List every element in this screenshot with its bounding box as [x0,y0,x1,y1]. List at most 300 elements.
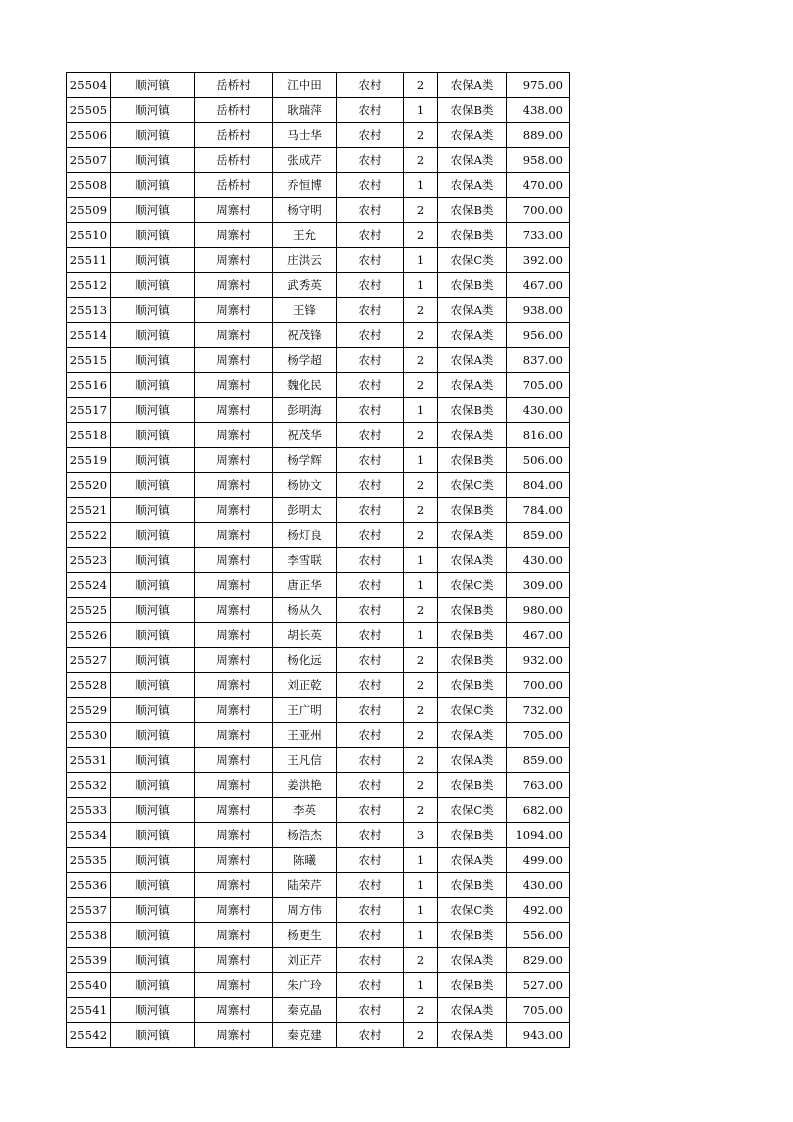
village-cell: 周寨村 [195,298,273,323]
village-cell: 周寨村 [195,798,273,823]
amount-cell: 859.00 [507,523,570,548]
town-cell: 顺河镇 [111,898,195,923]
town-cell: 顺河镇 [111,873,195,898]
insurance-category-cell: 农保C类 [438,798,507,823]
member-count-cell: 1 [404,973,438,998]
record-id-cell: 25504 [67,73,111,98]
member-count-cell: 2 [404,473,438,498]
insurance-category-cell: 农保A类 [438,123,507,148]
record-id-cell: 25523 [67,548,111,573]
household-type-cell: 农村 [337,998,404,1023]
village-cell: 周寨村 [195,373,273,398]
village-cell: 周寨村 [195,823,273,848]
town-cell: 顺河镇 [111,123,195,148]
insurance-category-cell: 农保B类 [438,873,507,898]
table-row [67,123,570,148]
town-cell: 顺河镇 [111,698,195,723]
record-id-cell: 25533 [67,798,111,823]
town-cell: 顺河镇 [111,773,195,798]
record-id-cell: 25515 [67,348,111,373]
record-id-cell: 25542 [67,1023,111,1048]
name-cell: 马士华 [273,123,337,148]
village-cell: 周寨村 [195,898,273,923]
amount-cell: 309.00 [507,573,570,598]
name-cell: 姜洪艳 [273,773,337,798]
member-count-cell: 2 [404,423,438,448]
table-row [67,648,570,673]
town-cell: 顺河镇 [111,948,195,973]
village-cell: 周寨村 [195,723,273,748]
table-row [67,823,570,848]
amount-cell: 506.00 [507,448,570,473]
town-cell: 顺河镇 [111,323,195,348]
village-cell: 周寨村 [195,848,273,873]
member-count-cell: 2 [404,223,438,248]
table-row [67,698,570,723]
record-id-cell: 25538 [67,923,111,948]
member-count-cell: 1 [404,848,438,873]
record-id-cell: 25511 [67,248,111,273]
household-type-cell: 农村 [337,523,404,548]
table-row [67,948,570,973]
member-count-cell: 2 [404,698,438,723]
member-count-cell: 2 [404,748,438,773]
household-type-cell: 农村 [337,798,404,823]
village-cell: 周寨村 [195,223,273,248]
town-cell: 顺河镇 [111,1023,195,1048]
record-id-cell: 25526 [67,623,111,648]
member-count-cell: 2 [404,948,438,973]
record-id-cell: 25520 [67,473,111,498]
insurance-category-cell: 农保A类 [438,948,507,973]
household-type-cell: 农村 [337,773,404,798]
record-id-cell: 25529 [67,698,111,723]
amount-cell: 499.00 [507,848,570,873]
town-cell: 顺河镇 [111,423,195,448]
record-id-cell: 25535 [67,848,111,873]
amount-cell: 859.00 [507,748,570,773]
member-count-cell: 1 [404,273,438,298]
household-type-cell: 农村 [337,423,404,448]
member-count-cell: 2 [404,523,438,548]
town-cell: 顺河镇 [111,973,195,998]
member-count-cell: 2 [404,598,438,623]
village-cell: 周寨村 [195,623,273,648]
record-id-cell: 25505 [67,98,111,123]
insurance-category-cell: 农保B类 [438,673,507,698]
town-cell: 顺河镇 [111,723,195,748]
amount-cell: 958.00 [507,148,570,173]
name-cell: 唐正华 [273,573,337,598]
amount-cell: 837.00 [507,348,570,373]
table-row [67,773,570,798]
name-cell: 祝茂华 [273,423,337,448]
household-type-cell: 农村 [337,873,404,898]
amount-cell: 804.00 [507,473,570,498]
member-count-cell: 2 [404,323,438,348]
insurance-category-cell: 农保B类 [438,648,507,673]
town-cell: 顺河镇 [111,748,195,773]
table-row [67,623,570,648]
member-count-cell: 1 [404,173,438,198]
amount-cell: 1094.00 [507,823,570,848]
town-cell: 顺河镇 [111,448,195,473]
village-cell: 周寨村 [195,448,273,473]
village-cell: 周寨村 [195,773,273,798]
table-row [67,748,570,773]
household-type-cell: 农村 [337,823,404,848]
village-cell: 周寨村 [195,998,273,1023]
record-id-cell: 25527 [67,648,111,673]
amount-cell: 492.00 [507,898,570,923]
name-cell: 耿瑞萍 [273,98,337,123]
name-cell: 魏化民 [273,373,337,398]
insurance-category-cell: 农保A类 [438,548,507,573]
name-cell: 王凡信 [273,748,337,773]
amount-cell: 956.00 [507,323,570,348]
household-type-cell: 农村 [337,548,404,573]
village-cell: 周寨村 [195,323,273,348]
town-cell: 顺河镇 [111,623,195,648]
table-row [67,223,570,248]
town-cell: 顺河镇 [111,398,195,423]
insurance-category-cell: 农保B类 [438,823,507,848]
name-cell: 王锋 [273,298,337,323]
town-cell: 顺河镇 [111,923,195,948]
amount-cell: 938.00 [507,298,570,323]
amount-cell: 467.00 [507,623,570,648]
amount-cell: 705.00 [507,723,570,748]
household-type-cell: 农村 [337,148,404,173]
household-type-cell: 农村 [337,323,404,348]
record-id-cell: 25524 [67,573,111,598]
name-cell: 秦克晶 [273,998,337,1023]
name-cell: 朱广玲 [273,973,337,998]
table-row [67,173,570,198]
record-id-cell: 25517 [67,398,111,423]
insurance-category-cell: 农保A类 [438,323,507,348]
table-row [67,298,570,323]
amount-cell: 700.00 [507,198,570,223]
insurance-category-cell: 农保A类 [438,173,507,198]
table-row [67,248,570,273]
name-cell: 武秀英 [273,273,337,298]
household-type-cell: 农村 [337,98,404,123]
household-type-cell: 农村 [337,673,404,698]
household-type-cell: 农村 [337,623,404,648]
name-cell: 杨化远 [273,648,337,673]
insurance-category-cell: 农保C类 [438,698,507,723]
amount-cell: 975.00 [507,73,570,98]
insurance-category-cell: 农保B类 [438,273,507,298]
town-cell: 顺河镇 [111,498,195,523]
town-cell: 顺河镇 [111,548,195,573]
town-cell: 顺河镇 [111,173,195,198]
member-count-cell: 2 [404,798,438,823]
village-cell: 周寨村 [195,698,273,723]
table-row [67,848,570,873]
amount-cell: 392.00 [507,248,570,273]
amount-cell: 556.00 [507,923,570,948]
town-cell: 顺河镇 [111,198,195,223]
household-type-cell: 农村 [337,648,404,673]
name-cell: 庄洪云 [273,248,337,273]
table-row [67,573,570,598]
household-type-cell: 农村 [337,123,404,148]
amount-cell: 682.00 [507,798,570,823]
member-count-cell: 1 [404,398,438,423]
member-count-cell: 2 [404,723,438,748]
amount-cell: 470.00 [507,173,570,198]
household-type-cell: 农村 [337,973,404,998]
name-cell: 杨学辉 [273,448,337,473]
insurance-category-cell: 农保A类 [438,998,507,1023]
town-cell: 顺河镇 [111,848,195,873]
insurance-category-cell: 农保A类 [438,298,507,323]
record-id-cell: 25510 [67,223,111,248]
amount-cell: 763.00 [507,773,570,798]
name-cell: 杨浩杰 [273,823,337,848]
village-cell: 周寨村 [195,348,273,373]
table-row [67,448,570,473]
record-id-cell: 25513 [67,298,111,323]
town-cell: 顺河镇 [111,523,195,548]
member-count-cell: 1 [404,98,438,123]
insurance-category-cell: 农保B类 [438,598,507,623]
town-cell: 顺河镇 [111,98,195,123]
household-type-cell: 农村 [337,173,404,198]
village-cell: 周寨村 [195,648,273,673]
insurance-category-cell: 农保A类 [438,423,507,448]
table-row [67,673,570,698]
member-count-cell: 1 [404,248,438,273]
village-cell: 周寨村 [195,598,273,623]
village-cell: 周寨村 [195,748,273,773]
record-id-cell: 25534 [67,823,111,848]
household-type-cell: 农村 [337,198,404,223]
name-cell: 秦克建 [273,1023,337,1048]
table-row [67,98,570,123]
household-type-cell: 农村 [337,298,404,323]
village-cell: 周寨村 [195,948,273,973]
member-count-cell: 2 [404,773,438,798]
record-id-cell: 25509 [67,198,111,223]
village-cell: 周寨村 [195,423,273,448]
member-count-cell: 2 [404,498,438,523]
record-id-cell: 25539 [67,948,111,973]
amount-cell: 829.00 [507,948,570,973]
town-cell: 顺河镇 [111,673,195,698]
table-row [67,373,570,398]
table-row [67,598,570,623]
village-cell: 周寨村 [195,923,273,948]
insurance-category-cell: 农保A类 [438,373,507,398]
record-id-cell: 25522 [67,523,111,548]
amount-cell: 889.00 [507,123,570,148]
amount-cell: 816.00 [507,423,570,448]
record-id-cell: 25519 [67,448,111,473]
town-cell: 顺河镇 [111,648,195,673]
name-cell: 陆荣芹 [273,873,337,898]
table-row [67,423,570,448]
household-type-cell: 农村 [337,473,404,498]
insurance-category-cell: 农保B类 [438,98,507,123]
insurance-category-cell: 农保C类 [438,248,507,273]
name-cell: 彭明太 [273,498,337,523]
household-type-cell: 农村 [337,223,404,248]
name-cell: 王允 [273,223,337,248]
member-count-cell: 2 [404,73,438,98]
household-type-cell: 农村 [337,748,404,773]
member-count-cell: 1 [404,623,438,648]
household-type-cell: 农村 [337,948,404,973]
table-row [67,1023,570,1048]
name-cell: 杨守明 [273,198,337,223]
table-row [67,873,570,898]
record-id-cell: 25530 [67,723,111,748]
record-id-cell: 25508 [67,173,111,198]
amount-cell: 943.00 [507,1023,570,1048]
village-cell: 周寨村 [195,523,273,548]
record-id-cell: 25506 [67,123,111,148]
village-cell: 周寨村 [195,273,273,298]
member-count-cell: 1 [404,873,438,898]
village-cell: 岳桥村 [195,123,273,148]
household-type-cell: 农村 [337,248,404,273]
name-cell: 彭明海 [273,398,337,423]
village-cell: 周寨村 [195,498,273,523]
record-id-cell: 25540 [67,973,111,998]
insurance-category-cell: 农保A类 [438,848,507,873]
table-row [67,798,570,823]
name-cell: 周方伟 [273,898,337,923]
amount-cell: 700.00 [507,673,570,698]
name-cell: 刘正乾 [273,673,337,698]
town-cell: 顺河镇 [111,298,195,323]
record-id-cell: 25536 [67,873,111,898]
record-id-cell: 25532 [67,773,111,798]
name-cell: 李英 [273,798,337,823]
name-cell: 杨更生 [273,923,337,948]
record-id-cell: 25537 [67,898,111,923]
member-count-cell: 2 [404,373,438,398]
table-row [67,973,570,998]
member-count-cell: 1 [404,573,438,598]
village-cell: 周寨村 [195,548,273,573]
insurance-category-cell: 农保A类 [438,748,507,773]
member-count-cell: 3 [404,823,438,848]
amount-cell: 732.00 [507,698,570,723]
household-type-cell: 农村 [337,398,404,423]
town-cell: 顺河镇 [111,573,195,598]
amount-cell: 467.00 [507,273,570,298]
household-type-cell: 农村 [337,348,404,373]
record-id-cell: 25507 [67,148,111,173]
household-type-cell: 农村 [337,73,404,98]
name-cell: 王广明 [273,698,337,723]
insurance-category-cell: 农保B类 [438,773,507,798]
table-row [67,398,570,423]
name-cell: 李雪联 [273,548,337,573]
name-cell: 刘正芹 [273,948,337,973]
name-cell: 杨灯良 [273,523,337,548]
village-cell: 周寨村 [195,1023,273,1048]
amount-cell: 527.00 [507,973,570,998]
insurance-category-cell: 农保B类 [438,448,507,473]
village-cell: 周寨村 [195,398,273,423]
household-type-cell: 农村 [337,698,404,723]
name-cell: 张成芹 [273,148,337,173]
record-id-cell: 25516 [67,373,111,398]
town-cell: 顺河镇 [111,73,195,98]
table-row [67,898,570,923]
record-id-cell: 25518 [67,423,111,448]
town-cell: 顺河镇 [111,223,195,248]
insurance-category-cell: 农保A类 [438,1023,507,1048]
amount-cell: 980.00 [507,598,570,623]
table-row [67,273,570,298]
member-count-cell: 2 [404,348,438,373]
insurance-category-cell: 农保A类 [438,723,507,748]
household-type-cell: 农村 [337,723,404,748]
table-row [67,198,570,223]
amount-cell: 932.00 [507,648,570,673]
member-count-cell: 1 [404,898,438,923]
member-count-cell: 2 [404,298,438,323]
record-id-cell: 25528 [67,673,111,698]
village-cell: 周寨村 [195,873,273,898]
village-cell: 周寨村 [195,573,273,598]
record-id-cell: 25525 [67,598,111,623]
table-row [67,148,570,173]
household-type-cell: 农村 [337,498,404,523]
insurance-category-cell: 农保B类 [438,498,507,523]
name-cell: 杨学超 [273,348,337,373]
table-row [67,548,570,573]
village-cell: 周寨村 [195,198,273,223]
name-cell: 杨协文 [273,473,337,498]
town-cell: 顺河镇 [111,373,195,398]
member-count-cell: 2 [404,673,438,698]
name-cell: 陈曦 [273,848,337,873]
insurance-category-cell: 农保B类 [438,198,507,223]
village-cell: 岳桥村 [195,173,273,198]
household-type-cell: 农村 [337,373,404,398]
household-type-cell: 农村 [337,598,404,623]
insurance-category-cell: 农保B类 [438,223,507,248]
name-cell: 王亚州 [273,723,337,748]
member-count-cell: 2 [404,998,438,1023]
member-count-cell: 1 [404,448,438,473]
amount-cell: 438.00 [507,98,570,123]
household-type-cell: 农村 [337,848,404,873]
amount-cell: 430.00 [507,873,570,898]
insurance-category-cell: 农保A类 [438,73,507,98]
household-type-cell: 农村 [337,923,404,948]
record-id-cell: 25521 [67,498,111,523]
record-id-cell: 25512 [67,273,111,298]
insurance-category-cell: 农保C类 [438,898,507,923]
member-count-cell: 2 [404,198,438,223]
village-cell: 周寨村 [195,473,273,498]
table-row [67,523,570,548]
member-count-cell: 2 [404,1023,438,1048]
village-cell: 岳桥村 [195,98,273,123]
amount-cell: 733.00 [507,223,570,248]
member-count-cell: 1 [404,923,438,948]
amount-cell: 705.00 [507,373,570,398]
household-type-cell: 农村 [337,898,404,923]
